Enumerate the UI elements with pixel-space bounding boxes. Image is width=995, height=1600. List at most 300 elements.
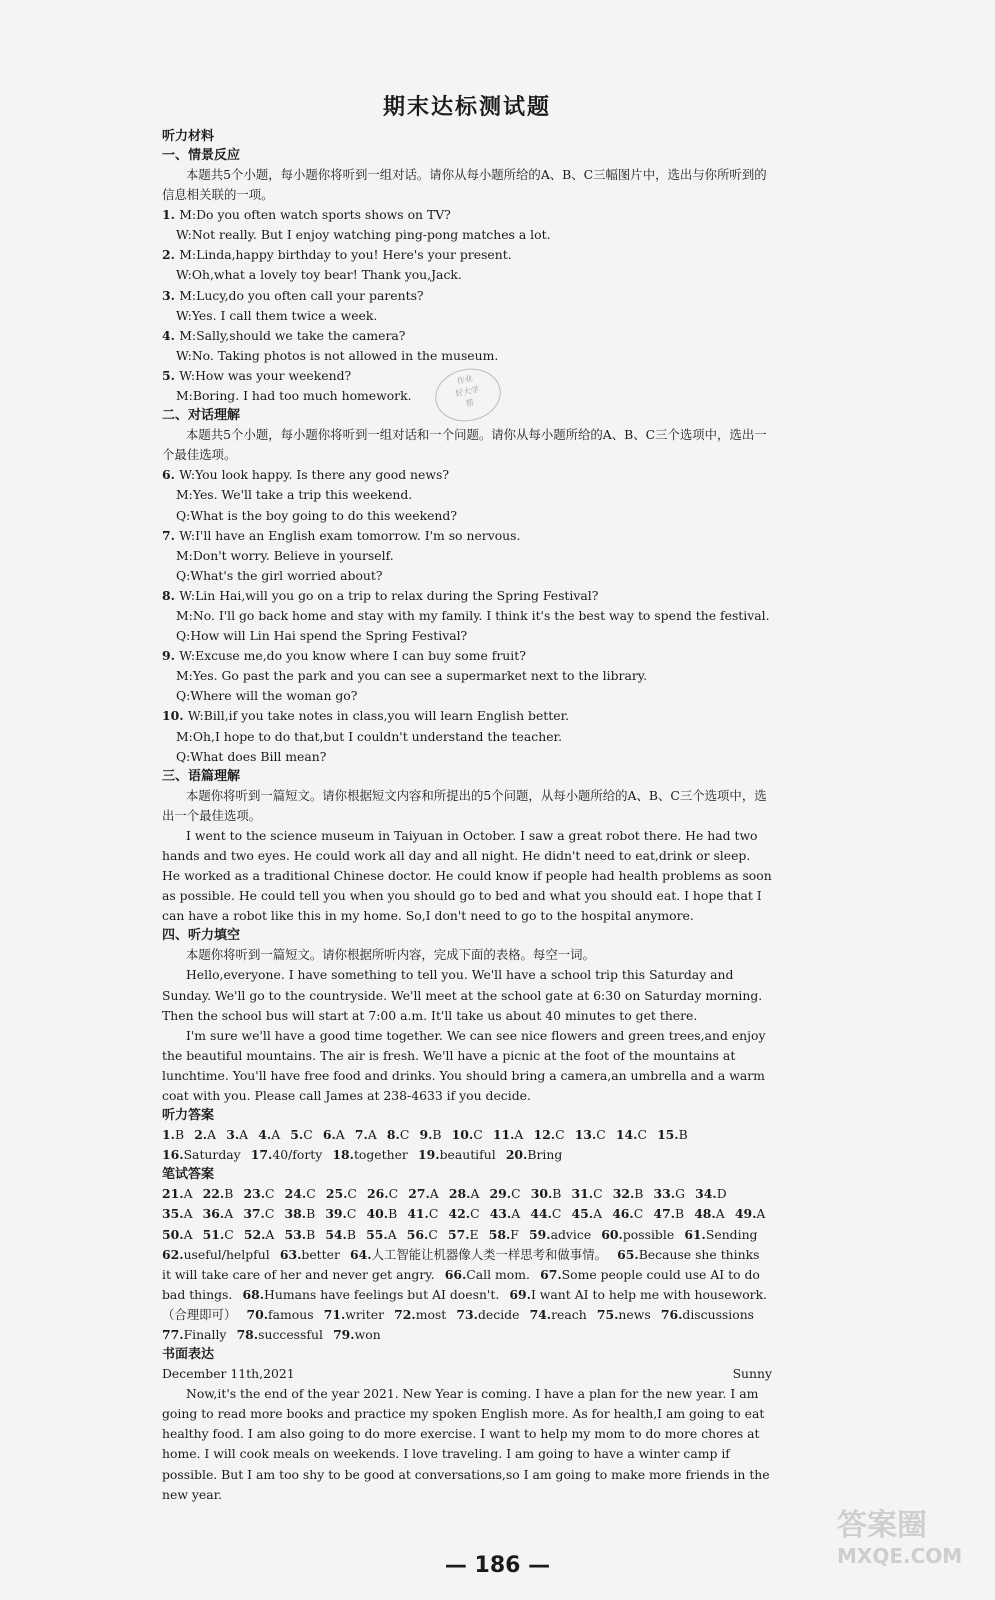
part1-question-number: 2. <box>162 247 180 263</box>
written-answer <box>285 1206 316 1221</box>
watermark-line-2: MXQE.COM <box>837 1544 963 1568</box>
part2-line-text: W:I'll have an English exam tomorrow. I'm so nervous. <box>179 527 521 543</box>
written-answer <box>162 1327 226 1342</box>
listening-answer <box>418 1147 496 1162</box>
written-answer <box>325 1227 356 1242</box>
listening-answer <box>534 1127 565 1142</box>
part1-line-text: W:No. Taking photos is not allowed in the museum. <box>176 347 499 363</box>
listening-answer <box>332 1147 407 1162</box>
written-answer <box>448 1227 479 1242</box>
written-answer-number: 22. <box>202 1186 225 1202</box>
written-answer-value: writer <box>345 1306 385 1322</box>
written-answer-value: C <box>470 1206 480 1222</box>
written-answer-number: 24. <box>284 1186 307 1202</box>
written-answer <box>445 1267 530 1282</box>
written-answer-value: C <box>265 1186 275 1202</box>
written-answer-value: B <box>674 1206 685 1222</box>
written-answer-number: 76. <box>660 1306 683 1322</box>
part2-question-number: 9. <box>162 648 180 664</box>
written-answer-number: 23. <box>243 1186 266 1202</box>
written-answer <box>735 1206 766 1221</box>
written-answer-value: Humans have feelings but AI doesn't. <box>264 1286 500 1302</box>
part2-line <box>162 686 772 706</box>
part2-line-text: Q:What's the girl worried about? <box>176 567 383 583</box>
written-answer <box>456 1307 519 1322</box>
written-answer <box>162 1227 193 1242</box>
written-answer-value: Sending <box>705 1226 758 1242</box>
written-answer-number: 70. <box>246 1306 269 1322</box>
listening-answer <box>194 1127 216 1142</box>
written-answer <box>529 1227 591 1242</box>
part2-line <box>162 666 772 686</box>
listening-answer-number: 3. <box>226 1127 240 1143</box>
listening-answer <box>162 1127 184 1142</box>
written-answer-value: A <box>511 1206 521 1222</box>
part1-intro: 本题共5个小题，每小题你将听到一组对话。请你从每小题所给的A、B、C三幅图片中，选出与你所听到的信息相关联的一项。 <box>162 167 767 203</box>
written-answer-number: 62. <box>162 1246 184 1262</box>
part2-line-text: M:Oh,I hope to do that,but I couldn't understand the teacher. <box>176 728 563 744</box>
listening-answer <box>355 1127 377 1142</box>
written-answer <box>489 1227 519 1242</box>
part2-line-text: Q:Where will the woman go? <box>176 688 358 704</box>
written-answer-number: 33. <box>653 1186 676 1202</box>
part2-line <box>162 706 772 726</box>
written-answer <box>530 1307 587 1322</box>
written-answer <box>684 1227 757 1242</box>
written-answer <box>449 1206 480 1221</box>
listening-answer <box>323 1127 345 1142</box>
written-answer-number: 69. <box>509 1286 531 1302</box>
listening-answer-number: 5. <box>290 1127 304 1143</box>
written-answer-number: 25. <box>325 1186 348 1202</box>
written-answer-value: A <box>265 1226 275 1242</box>
writing-date: December 11th,2021 <box>162 1366 295 1382</box>
part1-line <box>162 265 772 285</box>
written-answer-value: C <box>511 1186 521 1202</box>
part2-line-text: W:Excuse me,do you know where I can buy some fruit? <box>179 648 526 664</box>
written-answer-number: 26. <box>367 1186 389 1202</box>
written-answer-value: possible <box>622 1226 675 1242</box>
written-answer-value: B <box>346 1226 356 1242</box>
listening-answer-number: 17. <box>250 1147 273 1163</box>
listening-answers <box>162 1125 772 1165</box>
written-answer <box>531 1186 562 1201</box>
written-answer-value: discussions <box>682 1306 755 1322</box>
written-answer-value: advice <box>550 1226 592 1242</box>
written-answer-value: won <box>354 1326 381 1342</box>
part2-line-text: Q:What is the boy going to do this weekend? <box>176 507 457 523</box>
written-answer-value: A <box>183 1186 193 1202</box>
written-answer <box>394 1307 446 1322</box>
listening-answer-value: 40/forty <box>272 1147 323 1163</box>
written-answer-value: A <box>224 1206 234 1222</box>
part2-line <box>162 465 772 485</box>
written-answer <box>490 1186 521 1201</box>
written-answer-number: 60. <box>601 1226 623 1242</box>
written-answer <box>350 1247 607 1262</box>
written-answer-value: A <box>715 1206 725 1222</box>
written-answer <box>324 1307 384 1322</box>
written-answer-value: B <box>634 1186 644 1202</box>
writing-heading: 书面表达 <box>162 1347 215 1363</box>
written-answer-number: 79. <box>333 1326 355 1342</box>
listening-answer-number: 1. <box>162 1127 175 1143</box>
written-answer-value: C <box>264 1206 275 1222</box>
written-answer <box>694 1206 725 1221</box>
written-answer <box>601 1227 674 1242</box>
written-answer <box>572 1186 603 1201</box>
part2-question-number: 6. <box>162 467 180 483</box>
listening-answer-number: 7. <box>354 1127 368 1143</box>
part1-line-text: W:Not really. But I enjoy watching ping-pong matches a lot. <box>176 227 551 243</box>
written-answer-number: 66. <box>444 1266 467 1282</box>
listening-answer-value: B <box>174 1127 185 1143</box>
written-answer <box>203 1206 234 1221</box>
written-answer-number: 31. <box>571 1186 594 1202</box>
written-answer <box>242 1287 499 1302</box>
written-answer-number: 61. <box>684 1226 706 1242</box>
written-answer-number: 57. <box>447 1226 470 1242</box>
written-answer-value: Finally <box>183 1326 227 1342</box>
written-answer-value: reach <box>551 1306 587 1322</box>
written-answer <box>449 1186 480 1201</box>
written-answer <box>162 1206 193 1221</box>
written-answer-number: 45. <box>571 1206 594 1222</box>
listening-answer-value: C <box>596 1127 606 1143</box>
written-answer-number: 78. <box>236 1326 259 1342</box>
written-answer-number: 29. <box>489 1186 512 1202</box>
written-answer-number: 37. <box>243 1206 265 1222</box>
part4-passage-2: I'm sure we'll have a good time together. We can see nice flowers and green trees,and enjoy the beautiful mountains. The air is fresh. We'll have a picnic at the foot of the mountains at lunchtime. You'll have free food and drinks. You should bring a camera,an umbrella and a warm coat with you. Please call James at 238-4633 if you decide. <box>162 1027 766 1104</box>
written-answer-number: 58. <box>488 1226 511 1242</box>
listening-answer <box>575 1127 606 1142</box>
written-answer-value: A <box>756 1206 766 1222</box>
page-number: — 186 — <box>444 1553 551 1578</box>
listening-answer <box>290 1127 312 1142</box>
written-answer <box>162 1186 193 1201</box>
listening-answer <box>419 1127 441 1142</box>
written-answer <box>612 1206 643 1221</box>
written-answer <box>367 1206 398 1221</box>
written-answer-number: 42. <box>448 1206 471 1222</box>
written-answer-number: 39. <box>325 1206 347 1222</box>
written-answer-value: B <box>306 1206 316 1222</box>
listening-answer <box>657 1127 688 1142</box>
part2-line-text: W:You look happy. Is there any good news? <box>179 467 449 483</box>
listening-answer-value: Bring <box>527 1147 563 1163</box>
written-answer-value: Some people could use AI to do bad things. <box>162 1266 760 1302</box>
listening-answer-number: 19. <box>418 1147 440 1163</box>
part2-line-text: W:Bill,if you take notes in class,you will learn English better. <box>187 708 570 724</box>
listening-answer-number: 8. <box>386 1127 400 1143</box>
written-answer-value: most <box>415 1306 447 1322</box>
written-answer-number: 40. <box>366 1206 389 1222</box>
written-answer-value: C <box>428 1226 438 1242</box>
written-answers <box>162 1184 772 1345</box>
written-answer-number: 54. <box>325 1226 347 1242</box>
written-answer-value: D <box>716 1186 727 1202</box>
part1-line-text: M:Sally,should we take the camera? <box>179 327 406 343</box>
written-answer-number: 46. <box>612 1206 634 1222</box>
part2-line-text: W:Lin Hai,will you go on a trip to relax during the Spring Festival? <box>179 587 599 603</box>
written-answer <box>244 1227 275 1242</box>
written-answer-value: 人工智能让机器像人类一样思考和做事情。 <box>371 1246 607 1262</box>
part2-line-text: M:Yes. Go past the park and you can see a supermarket next to the library. <box>176 668 648 684</box>
written-answer <box>285 1186 316 1201</box>
part2-line <box>162 727 772 747</box>
listening-answer-value: Saturday <box>183 1147 241 1163</box>
written-answer <box>490 1206 521 1221</box>
written-answer <box>695 1186 727 1201</box>
listening-material-heading: 听力材料 <box>162 129 215 144</box>
written-answer-value: famous <box>268 1306 314 1322</box>
writing-body: Now,it's the end of the year 2021. New Year is coming. I have a plan for the new year. I am going to read more books and practice my spoken English more. As for health,I am going to eat healthy food. I am also going to do more exercise. I want to help my mom to do more chores at home. I will cook meals on weekends. I love traveling. I am going to have a winter camp if possible. But I am too shy to be good at conversations,so I am going to make more friends in the new year. <box>162 1386 770 1502</box>
part2-line-text: M:Don't worry. Believe in yourself. <box>176 547 394 563</box>
listening-answer-number: 6. <box>322 1127 336 1143</box>
listening-answer-value: A <box>239 1127 249 1143</box>
written-answer-value: successful <box>258 1326 323 1342</box>
written-answer-number: 32. <box>612 1186 635 1202</box>
part2-line-text: M:No. I'll go back home and stay with my family. I think it's the best way to spend the festival. <box>176 607 770 623</box>
written-answer-number: 77. <box>162 1326 184 1342</box>
written-answer-number: 72. <box>394 1306 416 1322</box>
part1-heading: 一、情景反应 <box>162 148 241 163</box>
written-answer-value: C <box>347 1186 357 1202</box>
part1-line <box>162 245 772 265</box>
part1-line <box>162 225 772 245</box>
listening-answer-number: 11. <box>492 1127 515 1143</box>
part2-heading: 二、对话理解 <box>162 408 241 424</box>
written-answer-number: 55. <box>366 1226 388 1242</box>
written-answer-number: 65. <box>617 1246 639 1262</box>
listening-answer-value: C <box>637 1127 647 1143</box>
written-answer <box>653 1206 684 1221</box>
part1-line-text: M:Do you often watch sports shows on TV? <box>179 207 451 223</box>
written-answer <box>280 1247 340 1262</box>
written-answer-value: useful/helpful <box>183 1246 270 1262</box>
listening-answer-value: B <box>678 1127 688 1143</box>
part1-question-number: 3. <box>162 287 180 303</box>
written-answer <box>203 1227 234 1242</box>
part1-question-number: 1. <box>162 207 180 223</box>
listening-answer-number: 4. <box>258 1127 272 1143</box>
written-answer <box>654 1186 685 1201</box>
stamp-line-1: 作业 <box>456 373 474 386</box>
part2-line <box>162 586 772 606</box>
written-answer-number: 67. <box>540 1266 562 1282</box>
part1-question-number: 5. <box>162 367 180 383</box>
listening-answer <box>493 1127 524 1142</box>
written-answer-value: B <box>552 1186 562 1202</box>
written-answer-number: 59. <box>529 1226 551 1242</box>
written-answer <box>407 1227 438 1242</box>
part4-passage-1: Hello,everyone. I have something to tell you. We'll have a school trip this Saturday and Sunday. We'll go to the countryside. We'll meet at the school gate at 6:30 on Saturday morning. Then the school bus will start at 7:00 a.m. It'll take us about 40 minutes to get there. <box>162 967 763 1023</box>
written-answer-value: C <box>346 1206 357 1222</box>
written-answer-value: A <box>429 1186 439 1202</box>
written-answer <box>572 1206 603 1221</box>
listening-answer <box>616 1127 647 1142</box>
listening-answer <box>387 1127 409 1142</box>
part3-intro: 本题你将听到一篇短文。请你根据短文内容和所提出的5个问题，从每小题所给的A、B、C三个选项中，选出一个最佳选项。 <box>162 787 767 823</box>
written-answer-number: 71. <box>323 1306 346 1322</box>
written-answer <box>407 1206 438 1221</box>
writing-header <box>162 1364 772 1384</box>
written-answer-value: C <box>593 1186 603 1202</box>
written-answer-number: 21. <box>162 1186 184 1202</box>
part1-line <box>162 326 772 346</box>
written-answer <box>333 1327 381 1342</box>
part2-line-text: Q:How will Lin Hai spend the Spring Festival? <box>176 628 468 644</box>
written-answer-value: C <box>551 1206 562 1222</box>
written-answer-value: G <box>675 1186 685 1202</box>
part3-passage: I went to the science museum in Taiyuan in October. I saw a great robot there. He had two hands and two eyes. He could work all day and all night. He didn't need to eat,drink or sleep. He worked as a traditional Chinese doctor. He could know if people had health problems as soon as possible. He could tell you when you should go to bed and what you should eat. I hope that I can have a robot like this in my home. So,I don't need to go to the hospital anymore. <box>162 827 772 924</box>
written-answer <box>237 1327 323 1342</box>
written-answer-number: 64. <box>350 1246 372 1262</box>
listening-answer-number: 15. <box>657 1127 679 1143</box>
written-answer <box>243 1206 274 1221</box>
written-answer-number: 74. <box>529 1306 552 1322</box>
written-answer <box>597 1307 651 1322</box>
listening-answer-number: 12. <box>533 1127 556 1143</box>
part1-line <box>162 286 772 306</box>
written-answer-value: B <box>224 1186 234 1202</box>
part3-heading: 三、语篇理解 <box>162 768 241 784</box>
part2-line <box>162 606 772 626</box>
part1-line-text: W:Yes. I call them twice a week. <box>176 307 378 323</box>
written-answers-heading: 笔试答案 <box>162 1167 215 1183</box>
written-answer-number: 44. <box>530 1206 552 1222</box>
written-answer-value: A <box>470 1186 480 1202</box>
part2-line <box>162 747 772 767</box>
written-answer-value: B <box>306 1226 316 1242</box>
listening-answer-value: C <box>473 1127 483 1143</box>
listening-answers-heading: 听力答案 <box>162 1108 215 1124</box>
stamp-line-3: 帮 <box>464 398 475 409</box>
part2-line <box>162 566 772 586</box>
part2-line <box>162 485 772 505</box>
written-answer-number: 75. <box>596 1306 619 1322</box>
written-answer <box>661 1307 754 1322</box>
written-answer-number: 73. <box>456 1306 478 1322</box>
listening-answer-value: A <box>367 1127 377 1143</box>
written-answer <box>246 1307 313 1322</box>
part2-line-text: M:Yes. We'll take a trip this weekend. <box>176 487 413 503</box>
listening-answer-number: 20. <box>505 1147 528 1163</box>
written-answer-number: 51. <box>202 1226 225 1242</box>
written-answer-value: A <box>183 1226 193 1242</box>
written-answer-value: A <box>183 1206 193 1222</box>
written-answer-number: 47. <box>653 1206 675 1222</box>
written-answer-value: C <box>306 1186 316 1202</box>
written-answer-number: 50. <box>162 1226 184 1242</box>
page-title: 期末达标测试题 <box>382 95 551 120</box>
written-answer-number: 56. <box>406 1226 429 1242</box>
written-answer-number: 28. <box>448 1186 471 1202</box>
written-answer <box>367 1186 398 1201</box>
part1-line <box>162 205 772 225</box>
listening-answer-number: 13. <box>574 1127 597 1143</box>
written-answer <box>325 1206 356 1221</box>
written-answer <box>408 1186 439 1201</box>
written-answer <box>285 1227 316 1242</box>
listening-answer-value: A <box>271 1127 281 1143</box>
written-answer-value: C <box>388 1186 399 1202</box>
written-answer <box>162 1247 270 1262</box>
part2-intro: 本题共5个小题，每小题你将听到一组对话和一个问题。请你从每小题所给的A、B、C三个选项中，选出一个最佳选项。 <box>162 427 767 463</box>
written-answer <box>326 1186 357 1201</box>
part1-line <box>162 346 772 366</box>
listening-answer-value: C <box>303 1127 313 1143</box>
part1-line-text: M:Linda,happy birthday to you! Here's your present. <box>179 247 512 263</box>
written-answer-value: E <box>469 1226 479 1242</box>
written-answer-number: 43. <box>489 1206 512 1222</box>
part1-line-text: W:Oh,what a lovely toy bear! Thank you,Jack. <box>176 267 462 283</box>
written-answer-value: Because she thinks it will take care of her and never get angry. <box>162 1246 760 1282</box>
part2-question-number: 7. <box>162 527 180 543</box>
listening-answer-number: 9. <box>419 1127 433 1143</box>
listening-answer <box>506 1147 562 1162</box>
part1-question-number: 4. <box>162 327 180 343</box>
written-answer <box>366 1227 397 1242</box>
part4-heading: 四、听力填空 <box>162 928 241 944</box>
written-answer <box>530 1206 561 1221</box>
written-answer-number: 38. <box>284 1206 307 1222</box>
part2-line <box>162 546 772 566</box>
written-answer-value: news <box>618 1306 651 1322</box>
written-answer-value: A <box>387 1226 397 1242</box>
written-answer-number: 52. <box>243 1226 266 1242</box>
part2-line <box>162 646 772 666</box>
part4-intro: 本题你将听到一篇短文。请你根据所听内容，完成下面的表格。每空一词。 <box>186 947 595 963</box>
written-answer-value: better <box>301 1246 340 1262</box>
part2-line <box>162 626 772 646</box>
part1-line <box>162 306 772 326</box>
listening-answer <box>258 1127 280 1142</box>
written-answer-number: 49. <box>734 1206 757 1222</box>
part1-line-text: M:Lucy,do you often call your parents? <box>179 287 424 303</box>
written-answer-value: C <box>224 1226 234 1242</box>
watermark-line-1: 答案圈 <box>837 1508 927 1543</box>
part1-line-text: M:Boring. I had too much homework. <box>176 388 412 404</box>
part1-line-text: W:How was your weekend? <box>179 367 352 383</box>
written-answer-number: 36. <box>202 1206 225 1222</box>
listening-answer-value: C <box>399 1127 410 1143</box>
written-answer-number: 35. <box>162 1206 184 1222</box>
written-answer-number: 27. <box>408 1186 430 1202</box>
written-answer-number: 53. <box>284 1226 307 1242</box>
written-answer-value: C <box>633 1206 644 1222</box>
written-answer-value: C <box>428 1206 439 1222</box>
listening-answer-value: together <box>353 1147 408 1163</box>
listening-answer-value: B <box>432 1127 442 1143</box>
written-answer-number: 48. <box>694 1206 716 1222</box>
listening-answer-number: 14. <box>615 1127 638 1143</box>
written-answer-number: 34. <box>695 1186 717 1202</box>
listening-answer-value: A <box>335 1127 345 1143</box>
written-answer-value: F <box>510 1226 519 1242</box>
page-content <box>162 90 772 1505</box>
written-answer-value: I want AI to help me with housework.（合理即可） <box>162 1286 768 1322</box>
writing-signature: Sunny <box>732 1366 772 1382</box>
listening-answer-value: A <box>514 1127 524 1143</box>
listening-answer-number: 10. <box>451 1127 474 1143</box>
listening-answer-value: beautiful <box>439 1147 496 1163</box>
written-answer-value: Call mom. <box>466 1266 530 1282</box>
listening-answer-number: 2. <box>194 1127 208 1143</box>
listening-answer-value: A <box>207 1127 217 1143</box>
stamp-line-2: 好大学 <box>454 384 480 399</box>
written-answer <box>203 1186 234 1201</box>
